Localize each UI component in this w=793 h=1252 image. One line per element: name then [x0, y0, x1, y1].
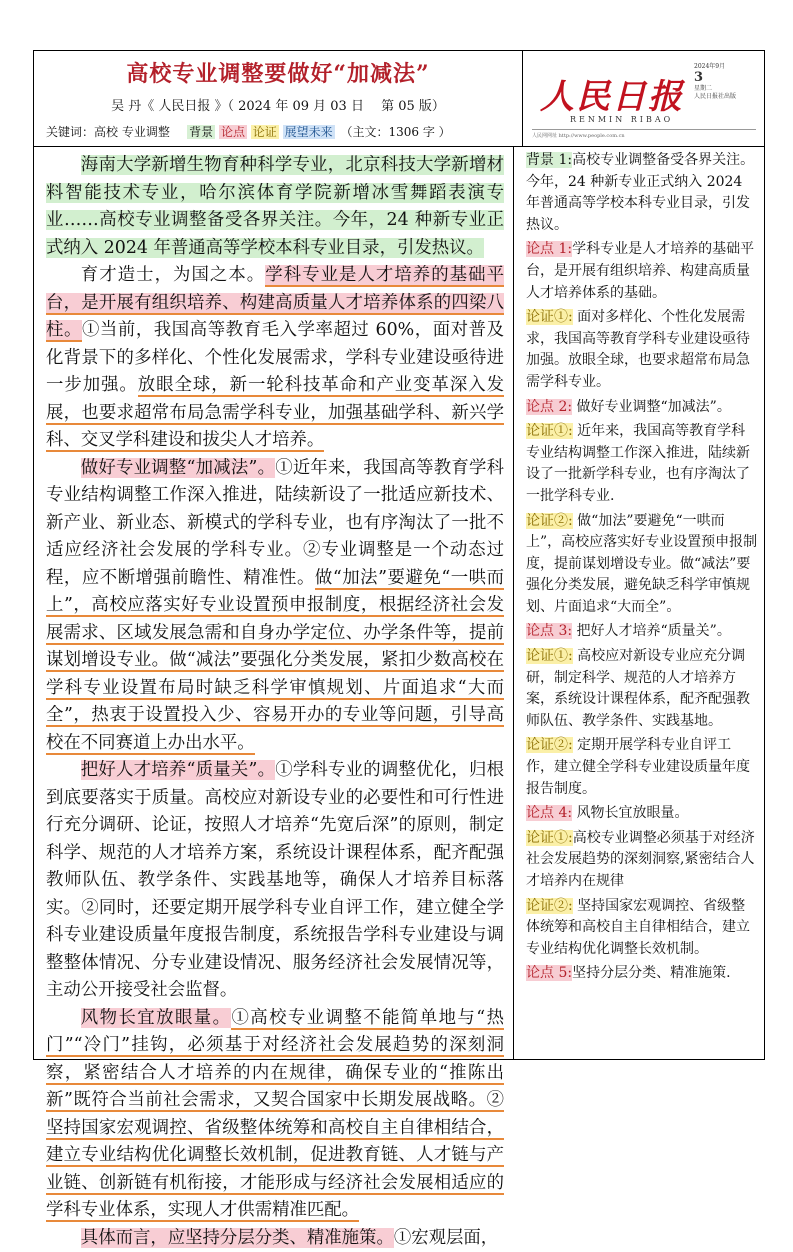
article-title: 高校专业调整要做好“加减法”	[34, 57, 522, 88]
sidebar-item	[526, 803, 758, 825]
sidebar-item	[526, 963, 758, 985]
p5-evidence-1: ①高校专业调整不能简单地与“热门”“冷门”挂钩，必须基于对经济社会发展趋势的深刻洞察，紧密结合人才培养的内在规律，确保专业的“推陈出新”既符合当前社会需求，又契合国家中长期发展战略。	[46, 1008, 504, 1113]
sidebar-item	[526, 735, 758, 800]
sidebar-label: 论点 4:	[526, 805, 572, 821]
argument-4: 风物长宜放眼量。	[81, 1008, 232, 1028]
article-byline: 吴 丹《 人民日报 》（ 2024 年 09 月 03 日 第 05 版）	[34, 95, 522, 114]
logo-date	[694, 63, 756, 101]
paragraph-3	[46, 455, 504, 758]
sidebar-text: 高校专业调整必须基于对经济社会发展趋势的深刻洞察,紧密结合人才培养内在规律	[526, 830, 755, 889]
sidebar-item	[526, 397, 758, 419]
sidebar-item	[526, 896, 758, 961]
sidebar-item	[526, 828, 758, 893]
keywords-line	[44, 123, 453, 140]
paragraph-6	[46, 1225, 504, 1252]
sidebar-label: 论证①:	[526, 423, 573, 439]
p5-evidence-2: ②坚持国家宏观调控、省级整体统筹和高校自主自律相结合，建立专业结构优化调整长效机制，促进教育链、人才链与产业链、创新链有机衔接，才能形成与经济社会发展相适应的学科专业体系，实现人才供需精准匹配。	[46, 1090, 504, 1222]
word-count: （主文：1306 字 ）	[338, 125, 452, 139]
sidebar-text: 高校应对新设专业应充分调研，制定科学、规范的人才培养方案，系统设计课程体系，配齐配强教师队伍、教学条件、实践基地。	[526, 648, 750, 729]
sidebar-label: 论点 1:	[526, 241, 572, 257]
logo-date-line: 2024年9月	[694, 63, 725, 70]
logo-week: 星期二	[694, 85, 712, 92]
sidebar-text: 高校专业调整备受各界关注。今年，24 种新专业正式纳入 2024 年普通高等学校本科专业目录，引发热议。	[526, 152, 754, 233]
argument-1: 学科专业是人才培养的基础平台，是开展有组织培养、构建高质量人才培养体系的四梁八柱。	[46, 265, 504, 342]
logo-title: 人民日报	[540, 69, 684, 118]
sidebar-item	[526, 150, 758, 236]
sidebar-text: 做好专业调整“加减法”。	[572, 399, 731, 415]
header-info	[34, 51, 523, 146]
sidebar-item	[526, 621, 758, 643]
sidebar-item	[526, 511, 758, 619]
sidebar-item	[526, 421, 758, 507]
paragraph-5	[46, 1005, 504, 1225]
sidebar-label: 论证①:	[526, 830, 573, 846]
header	[34, 51, 764, 147]
argument-5: 具体而言，应坚持分层分类、精准施策。	[81, 1228, 394, 1248]
main-article	[34, 146, 514, 1059]
sidebar-item	[526, 646, 758, 732]
sidebar-label: 论证①:	[526, 648, 573, 664]
sidebar-label: 论点 2:	[526, 399, 572, 415]
sidebar-text: 风物长宜放眼量。	[572, 805, 688, 821]
sidebar-label: 论证②:	[526, 737, 573, 753]
p6-evidence-1: ①宏观层面，	[394, 1228, 498, 1248]
tag-argument: 论点	[219, 125, 247, 139]
p2-evidence-1b: 放眼全球，新一轮科技革命和产业变革深入发展，也要求超常布局急需学科专业，加强基础学科、新兴学科、交叉学科建设和拔尖人才培养。	[46, 375, 504, 452]
paragraph-1	[46, 152, 504, 262]
sidebar-text: 做“加法”要避免“一哄而上”，高校应落实好专业设置预申报制度，提前谋划增设专业。做“减法”要强化分类发展，避免缺乏科学审慎规划、片面追求“大而全”。	[526, 513, 757, 615]
sidebar-text: 定期开展学科专业自评工作，建立健全学科专业建设质量年度报告制度。	[526, 737, 750, 796]
sidebar-text: 坚持国家宏观调控、省级整体统筹和高校自主自律相结合，建立专业结构优化调整长效机制。	[526, 898, 750, 957]
logo-divider	[532, 129, 756, 130]
p3-evidence-1: ①近年来，我国高等教育学科专业结构调整工作深入推进，陆续新设了一批适应新技术、新产业、新业态、新模式的学科专业，也有序淘汰了一批不适应经济社会发展的学科专业。	[46, 458, 504, 561]
sidebar-item	[526, 239, 758, 304]
p4-evidence-1: ①学科专业的调整优化，归根到底要落实于质量。高校应对新设专业的必要性和可行性进行充分调研、论证，按照人才培养“先宽后深”的原则，制定科学、规范的人才培养方案，系统设计课程体系，配齐配强教师队伍、教学条件、实践基地等，确保人才培养目标落实。	[46, 760, 504, 918]
p2-evidence-1a: ①当前，我国高等教育毛入学率超过 60%，面对普及化背景下的多样化、个性化发展需求，学科专业建设亟待进一步加强。	[46, 320, 504, 395]
sidebar-text: 学科专业是人才培养的基础平台，是开展有组织培养、构建高质量人才培养体系的基础。	[526, 241, 754, 300]
background-text: 海南大学新增生物育种科学专业，北京科技大学新增材料智能技术专业，哈尔滨体育学院新增冰雪舞蹈表演专业……高校专业调整备受各界关注。今年，24 种新专业正式纳入 2024 年普通高等学校本科专业目录，引发热议。	[46, 155, 504, 258]
document-frame	[33, 50, 765, 1060]
logo-day: 3	[694, 71, 756, 85]
sidebar-item	[526, 307, 758, 393]
tag-evidence: 论证	[251, 125, 279, 139]
annotation-sidebar	[520, 146, 764, 1059]
logo-url: 人民网网址 http://www.people.com.cn	[532, 132, 625, 139]
paragraph-4	[46, 757, 504, 1005]
argument-3: 把好人才培养“质量关”。	[81, 760, 275, 780]
sidebar-label: 背景 1:	[526, 152, 572, 168]
p3-evidence-2c: 做“减法”要强化分类发展，紧扣少数高校在学科专业设置布局时缺乏科学审慎规划、片面追求“大而全”，热衷于设置投入少、容易开办的专业等问题，引导高校在不同赛道上办出水平。	[46, 650, 504, 755]
sidebar-text: 把好人才培养“质量关”。	[572, 623, 731, 639]
newspaper-logo	[524, 51, 764, 146]
p3-evidence-2b: 做“加法”要避免“一哄而上”，高校应落实好专业设置预申报制度，根据经济社会发展需求、区域发展急需和自身办学定位、办学条件等，提前谋划增设专业。	[46, 568, 504, 673]
sidebar-text: 面对多样化、个性化发展需求，我国高等教育学科专业建设亟待加强。放眼全球，也要求超常布局急需学科专业。	[526, 309, 750, 390]
p3-evidence-2a: ②专业调整是一个动态过程，应不断增强前瞻性、精准性。	[46, 540, 504, 588]
sidebar-label: 论证①:	[526, 309, 573, 325]
sidebar-label: 论证②:	[526, 898, 573, 914]
content-body	[34, 146, 764, 1059]
sidebar-text: 近年来，我国高等教育学科专业结构调整工作深入推进，陆续新设了一批新学科专业，也有序淘汰了一批学科专业.	[526, 423, 750, 504]
sidebar-text: 坚持分层分类、精准施策.	[572, 965, 730, 981]
p2-lead: 育才造士，为国之本。	[81, 265, 265, 285]
logo-extra: 人民日报社出版	[694, 93, 736, 100]
logo-pinyin: RENMIN RIBAO	[570, 115, 673, 124]
tag-background: 背景	[187, 125, 215, 139]
keywords-prefix: 关键词：高校 专业调整	[44, 125, 172, 139]
paragraph-2	[46, 262, 504, 455]
sidebar-label: 论证②:	[526, 513, 573, 529]
sidebar-label: 论点 3:	[526, 623, 572, 639]
tag-outlook: 展望未来	[283, 125, 335, 139]
sidebar-label: 论点 5:	[526, 965, 572, 981]
argument-2: 做好专业调整“加减法”。	[81, 458, 275, 478]
p4-evidence-2: ②同时，还要定期开展学科专业自评工作，建立健全学科专业建设质量年度报告制度，系统报告学科专业建设与调整整体情况、分专业建设情况、服务经济社会发展情况等，主动公开接受社会监督。	[46, 898, 504, 1001]
